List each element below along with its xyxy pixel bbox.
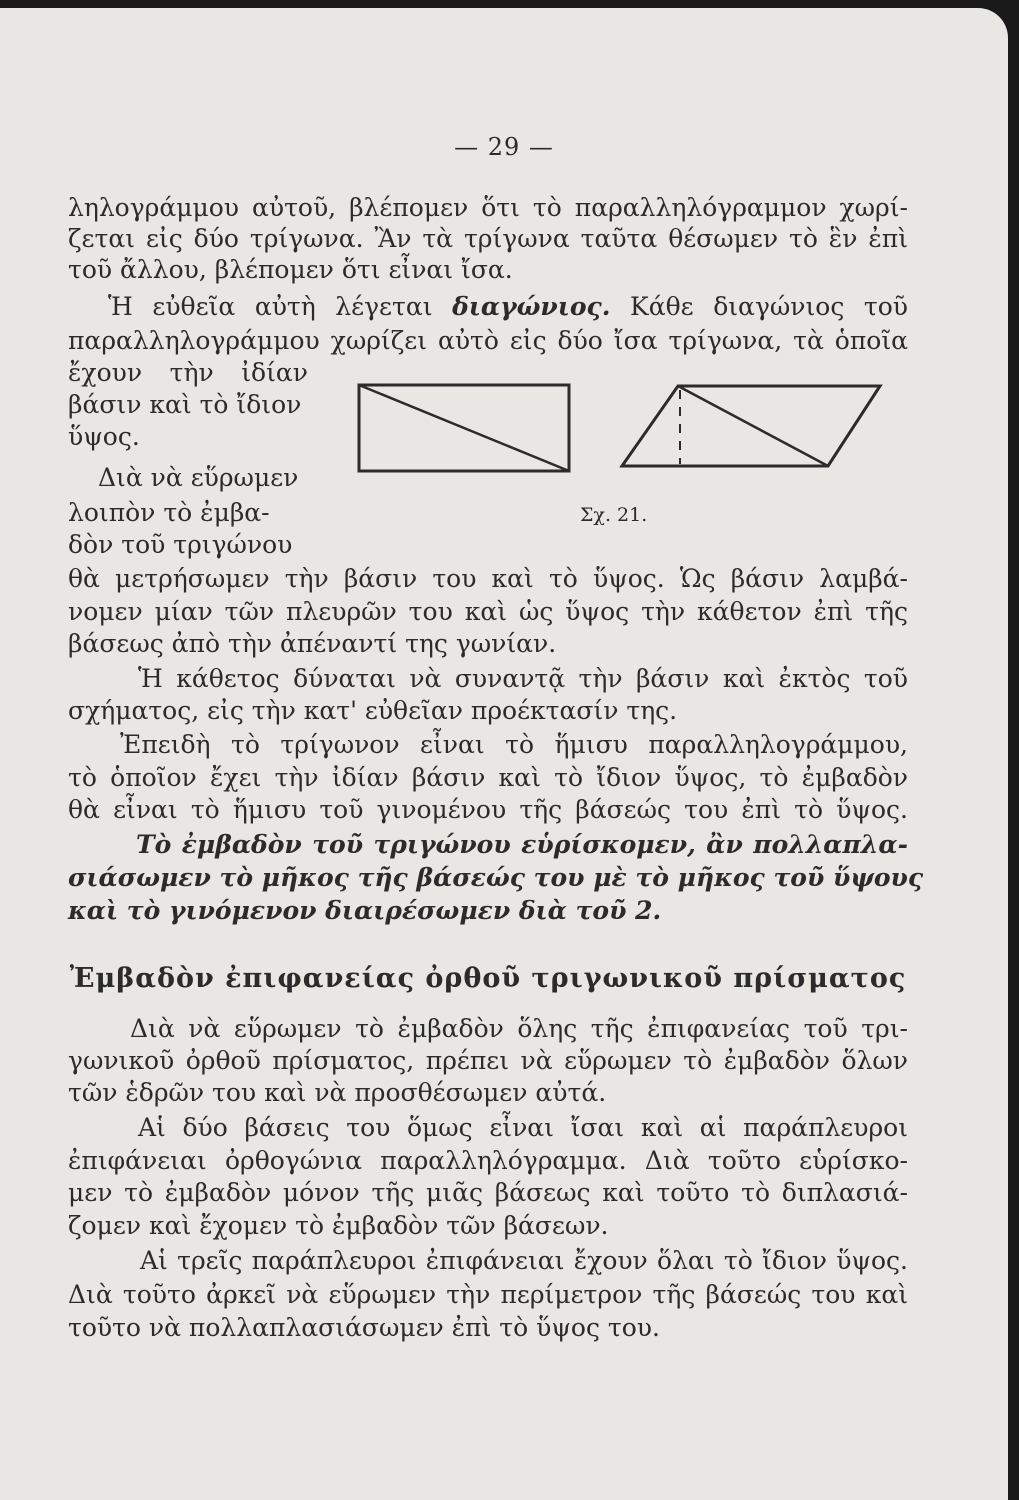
text-line: βάσεως ἀπὸ τὴν ἀπέναντί της γωνίαν. xyxy=(68,629,557,658)
text-line: παραλληλογράμμου χωρίζει αὐτὸ εἰς δύο ἴσα τρίγωνα, τὰ ὁποῖα xyxy=(68,326,908,355)
term-diagonal: διαγώνιος. xyxy=(452,292,611,321)
text-line: ζομεν καὶ ἔχομεν τὸ ἐμβαδὸν τῶν βάσεων. xyxy=(68,1211,609,1240)
text-line: ἐπιφάνειαι ὀρθογώνια παραλληλόγραμμα. Διὰ τοῦτο εὑρίσκο- xyxy=(68,1146,908,1175)
text-line: θὰ εἶναι τὸ ἥμισυ τοῦ γινομένου τῆς βάσεώς του ἐπὶ τὸ ὕψος. xyxy=(68,795,908,824)
side-text-line: ἔχουν τὴν ἰδίαν xyxy=(68,358,308,387)
text-line: τῶν ἑδρῶν του καὶ νὰ προσθέσωμεν αὐτά. xyxy=(68,1078,607,1107)
figure-caption: Σχ. 21. xyxy=(580,504,648,526)
text-line: ληλογράμμου αὐτοῦ, βλέπομεν ὅτι τὸ παραλληλόγραμμον χωρί- xyxy=(68,193,908,222)
text-line: γωνικοῦ ὀρθοῦ πρίσματος, πρέπει νὰ εὕρωμεν τὸ ἐμβαδὸν ὅλων xyxy=(68,1046,908,1075)
text-line: σχήματος, εἰς τὴν κατ' εὐθεῖαν προέκτασίν της. xyxy=(68,696,678,725)
rule-line: καὶ τὸ γινόμενον διαιρέσωμεν διὰ τοῦ 2. xyxy=(68,896,662,925)
text-line: νομεν μίαν τῶν πλευρῶν του καὶ ὡς ὕψος τὴν κάθετον ἐπὶ τῆς xyxy=(68,597,908,626)
text-line: Ἡ κάθετος δύναται νὰ συναντᾷ τὴν βάσιν καὶ ἐκτὸς τοῦ xyxy=(138,664,908,693)
text-line: Αἱ τρεῖς παράπλευροι ἐπιφάνειαι ἔχουν ὅλαι τὸ ἴδιον ὕψος. xyxy=(140,1246,908,1275)
rule-line: Τὸ ἐμβαδὸν τοῦ τριγώνου εὑρίσκομεν, ἂν πολλαπλα- xyxy=(136,830,908,859)
section-heading: Ἐμβαδὸν ἐπιφανείας ὀρθοῦ τριγωνικοῦ πρίσματος xyxy=(69,963,907,994)
side-text-line: βάσιν καὶ τὸ ἴδιον xyxy=(68,390,302,419)
page-number: — 29 — xyxy=(454,133,554,161)
text-line: τὸ ὁποῖον ἔχει τὴν ἰδίαν βάσιν καὶ τὸ ἴδιον ὕψος, τὸ ἐμβαδὸν xyxy=(68,763,908,792)
parallelogram-diagonal-figure xyxy=(618,380,883,472)
diagonal-definition-line: Ἡ εὐθεῖα αὐτὴ λέγεται διαγώνιος. Κάθε διαγώνιος τοῦ xyxy=(108,292,908,321)
rectangle-diagonal-figure xyxy=(355,380,575,480)
text-line: Διὰ νὰ εὕρωμεν τὸ ἐμβαδὸν ὅλης τῆς ἐπιφανείας τοῦ τρι- xyxy=(130,1014,908,1043)
text-line: ζεται εἰς δύο τρίγωνα. Ἂν τὰ τρίγωνα ταῦτα θέσωμεν τὸ ἓν ἐπὶ xyxy=(68,224,908,253)
book-page xyxy=(0,8,1008,1500)
text-line: μεν τὸ ἐμβαδὸν μόνον τῆς μιᾶς βάσεως καὶ τοῦτο τὸ διπλασιά- xyxy=(68,1178,908,1207)
side-text-line: δὸν τοῦ τριγώνου xyxy=(68,530,293,559)
text-line: θὰ μετρήσωμεν τὴν βάσιν του καὶ τὸ ὕψος. Ὡς βάσιν λαμβά- xyxy=(68,564,908,593)
side-text-line: Διὰ νὰ εὕρωμεν xyxy=(98,463,299,492)
text-line: Ἐπειδὴ τὸ τρίγωνον εἶναι τὸ ἥμισυ παραλληλογράμμου, xyxy=(120,730,908,759)
text-line: τοῦτο νὰ πολλαπλασιάσωμεν ἐπὶ τὸ ὕψος του. xyxy=(68,1313,660,1342)
text-line: Διὰ τοῦτο ἀρκεῖ νὰ εὕρωμεν τὴν περίμετρον τῆς βάσεώς του καὶ xyxy=(68,1280,908,1309)
side-text-line: λοιπὸν τὸ ἐμβα- xyxy=(68,498,270,527)
rule-line: σιάσωμεν τὸ μῆκος τῆς βάσεώς του μὲ τὸ μῆκος τοῦ ὕψους xyxy=(68,863,924,892)
side-text-line: ὕψος. xyxy=(68,422,140,451)
text-line: τοῦ ἄλλου, βλέπομεν ὅτι εἶναι ἴσα. xyxy=(68,255,513,284)
text-line: Αἱ δύο βάσεις του ὅμως εἶναι ἴσαι καὶ αἱ παράπλευροι xyxy=(138,1113,908,1142)
